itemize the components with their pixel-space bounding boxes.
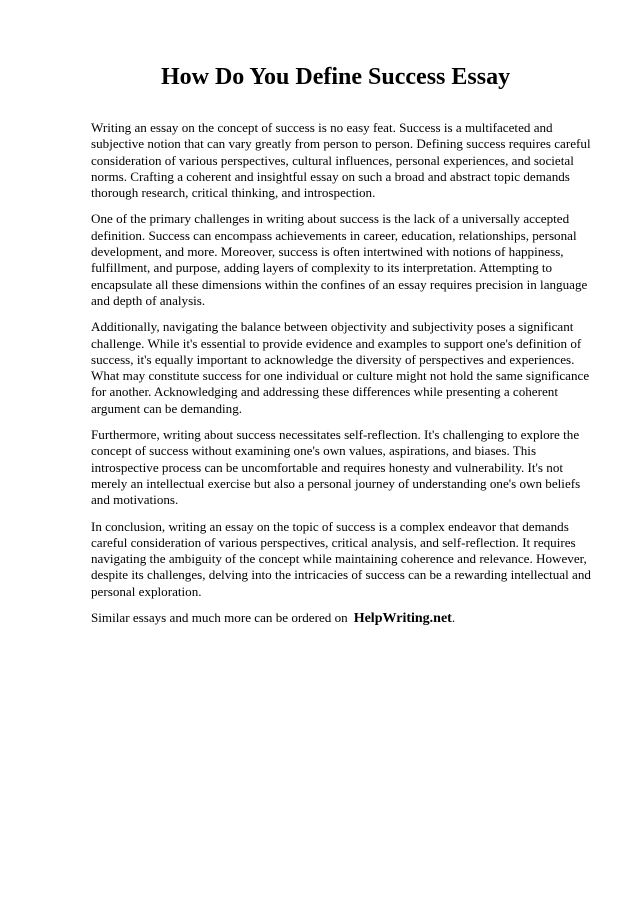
closing-text: Similar essays and much more can be ordered on xyxy=(91,610,348,626)
paragraph: In conclusion, writing an essay on the topic of success is a complex endeavor that demands careful consideration of various perspectives, critical analysis, and self-reflection. It requires navigating the ambiguity of the concept while maintaining coherence and relevance. However, despite its challenges, delving into the intricacies of success can be a rewarding intellectual and personal exploration. xyxy=(91,518,591,599)
paragraph: One of the primary challenges in writing about success is the lack of a universally accepted definition. Success can encompass achievements in career, education, relationships, personal development, and more. Moreover, success is often intertwined with notions of happiness, fulfillment, and purpose, adding layers of complexity to its interpretation. Attempting to encapsulate all these dimensions within the confines of an essay requires precision in language and depth of analysis. xyxy=(91,211,588,308)
helpwriting-link[interactable]: HelpWriting.net xyxy=(353,611,452,627)
paragraph: Furthermore, writing about success necessitates self-reflection. It's challenging to explore the concept of success without examining one's own values, aspirations, and biases. This introspective process can be uncomfortable and requires honesty and vulnerability. It's not merely an intellectual exercise but also a personal journey of understanding one's own beliefs and motivations. xyxy=(91,427,581,508)
paragraph: Additionally, navigating the balance between objectivity and subjectivity poses a significant challenge. While it's essential to provide evidence and examples to support one's definition of success, it's equally important to acknowledge the diversity of perspectives and experiences. What may constitute success for one individual or culture might not hold the same significance for another. Acknowledging and addressing these differences while presenting a coherent argument can be demanding. xyxy=(91,319,590,416)
document-title: How Do You Define Success Essay xyxy=(160,64,511,90)
closing-line xyxy=(91,610,592,627)
closing-period: . xyxy=(451,610,456,626)
essay-body xyxy=(91,120,592,627)
paragraph: Writing an essay on the concept of success is no easy feat. Success is a multifaceted and subjective notion that can vary greatly from person to person. Defining success requires careful consideration of various perspectives, cultural influences, personal experiences, and societal norms. Crafting a coherent and insightful essay on such a broad and abstract topic demands thorough research, critical thinking, and introspection. xyxy=(91,120,591,201)
